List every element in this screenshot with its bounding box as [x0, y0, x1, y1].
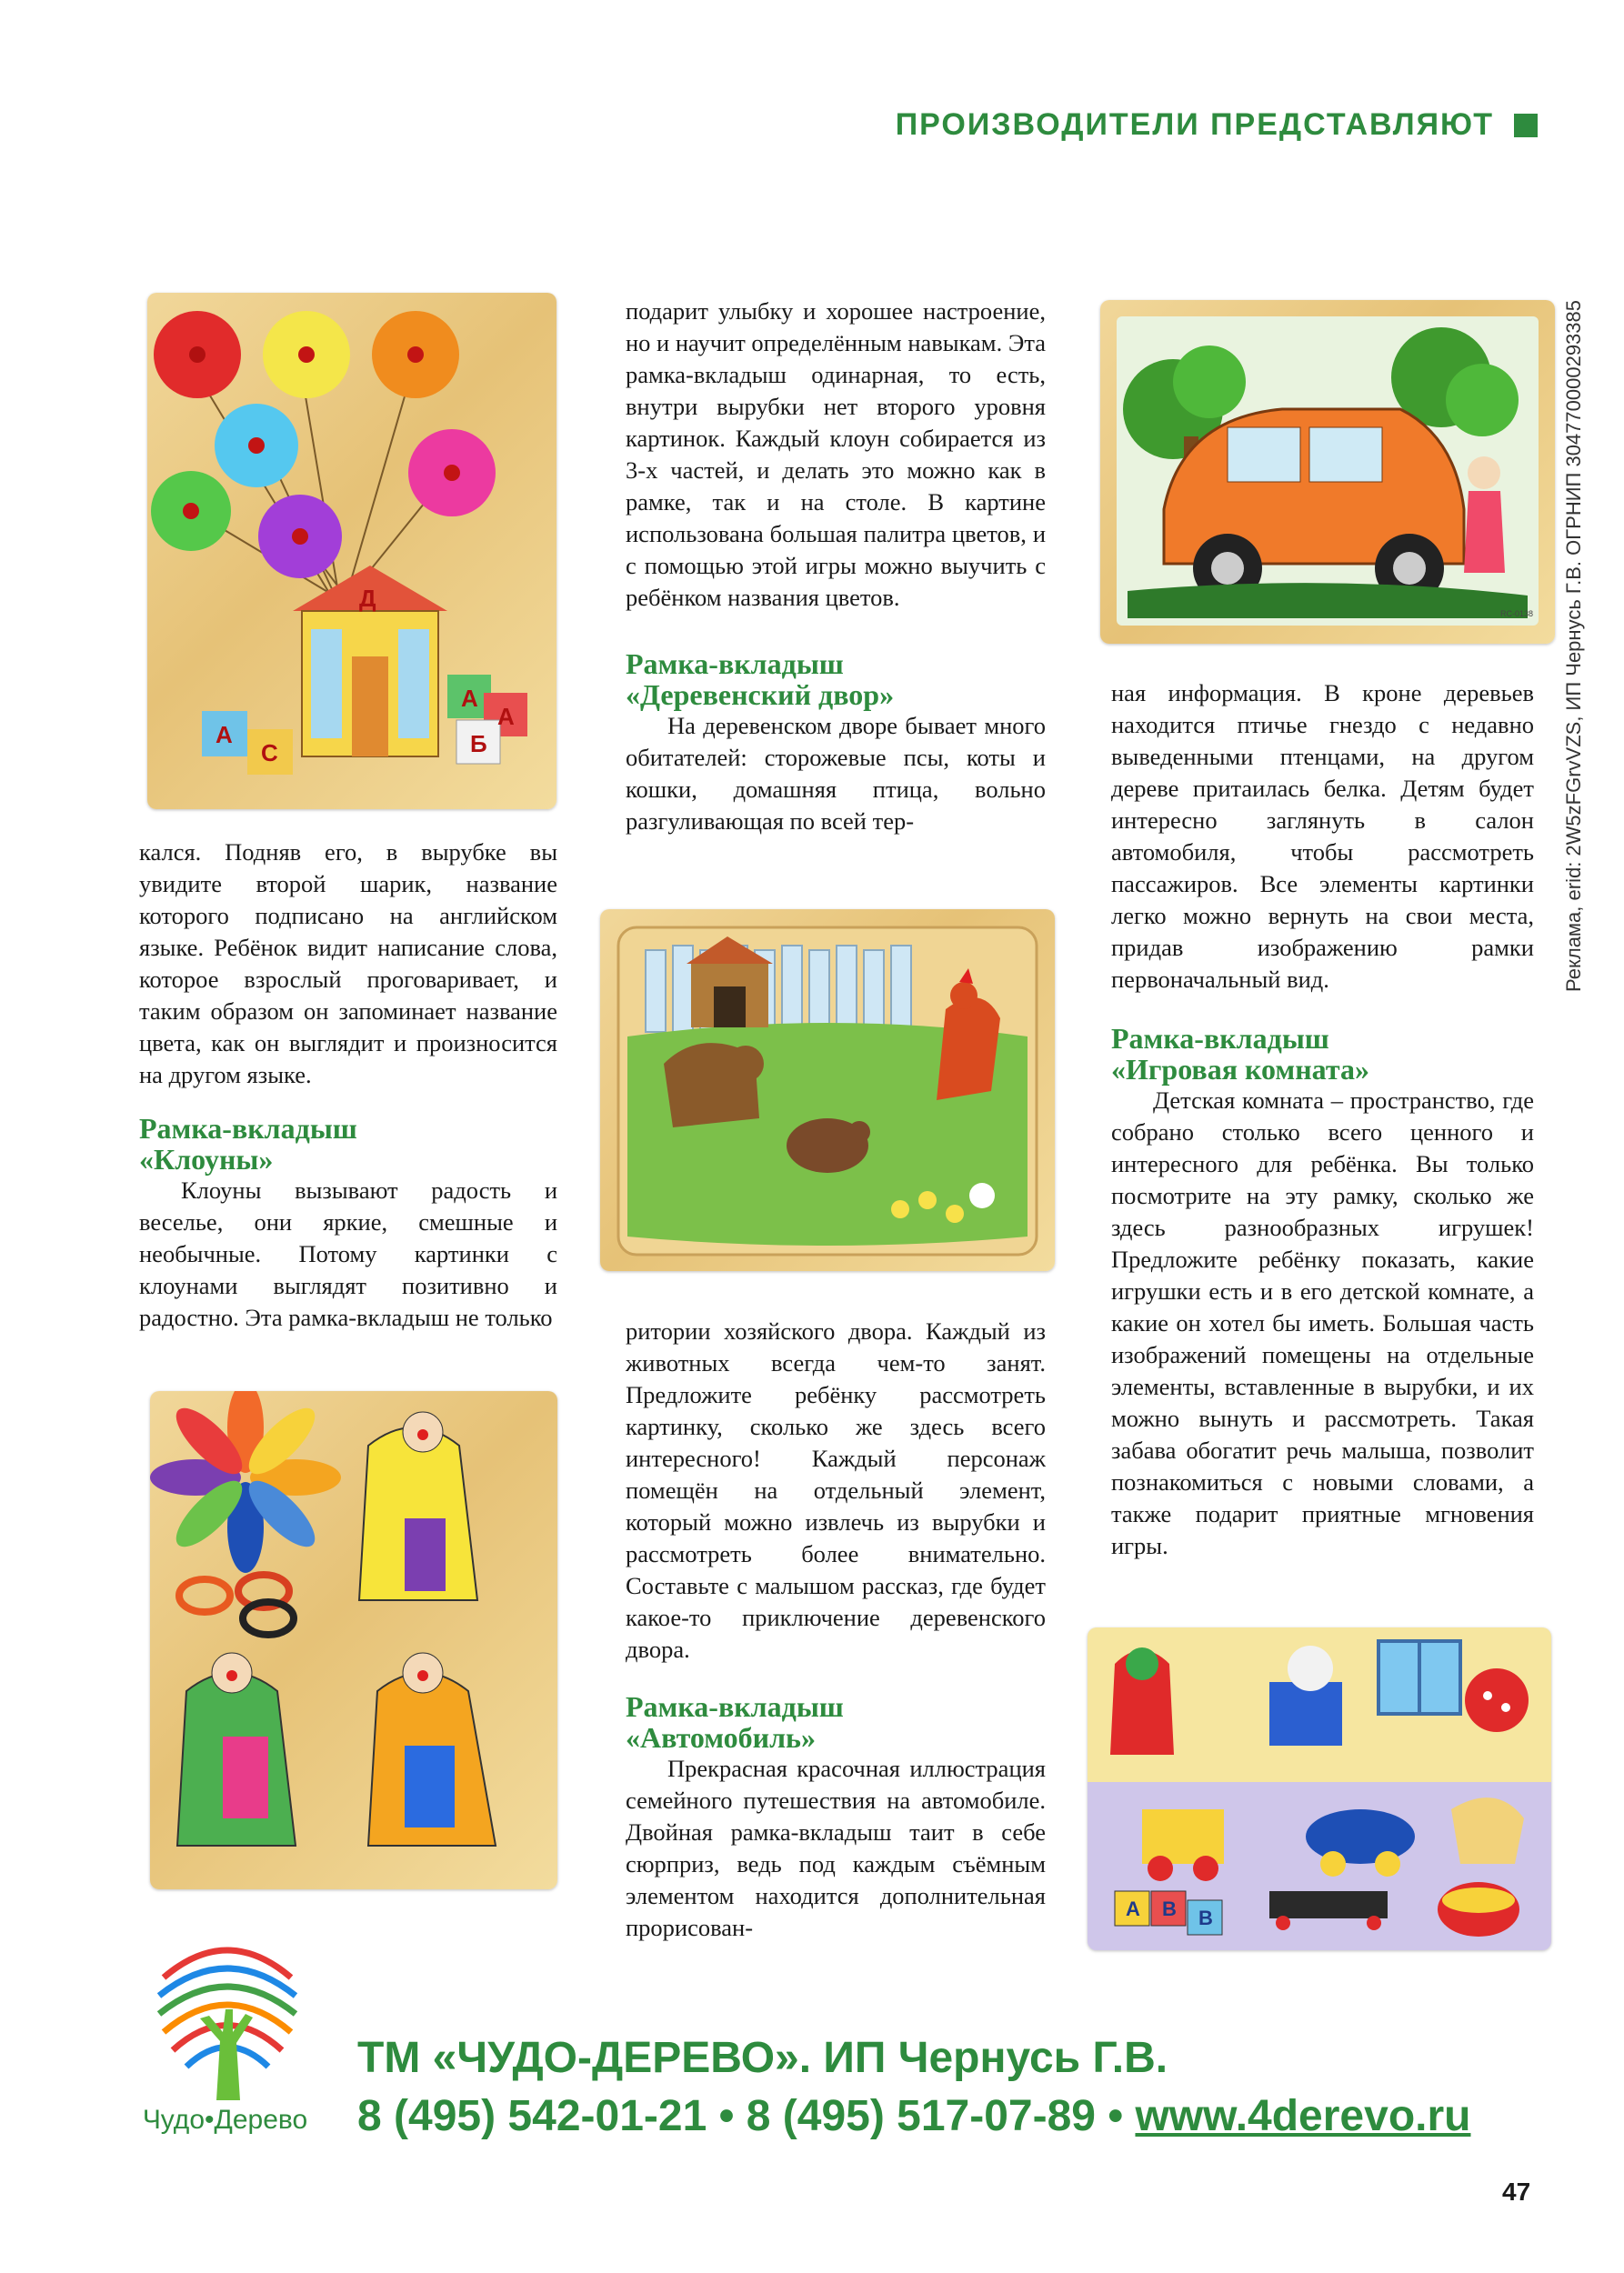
page-number: 47	[1502, 2178, 1531, 2206]
cube-letter: Б	[470, 730, 487, 757]
car-puzzle-image	[1100, 300, 1555, 644]
yard-puzzle-image	[600, 909, 1055, 1271]
car-illustration	[1100, 300, 1555, 644]
yard-illustration	[600, 909, 1055, 1271]
square-icon	[1514, 114, 1538, 137]
paragraph-balloons-continued: кался. Подняв его, в вырубке вы увидите второй шарик, название которого подписано на английском языке. Ребёнок видит написание слова, которое взрослый проговаривает, и таким образом он запоминает название цвета, как он выглядит и произносится на другом языке.	[139, 838, 557, 1088]
heading-car	[626, 1691, 1046, 1753]
heading-yard-line1: Рамка-вкладыш	[626, 647, 844, 680]
logo-text: Чудо•Дерево	[142, 2105, 308, 2135]
column-2-upper	[626, 295, 1046, 837]
section-header	[896, 107, 1538, 143]
tree-logo-icon	[118, 1923, 332, 2105]
column-1-lower	[139, 836, 557, 1334]
heading-car-line1: Рамка-вкладыш	[626, 1690, 844, 1723]
footer-contacts	[357, 2091, 1470, 2141]
cube-letter: А	[216, 721, 233, 748]
column-2-lower	[626, 1316, 1046, 1944]
paragraph-car-continued: ная информация. В кроне деревьев находится птичье гнездо с недавно выведенными птенцами, на другом дереве притаилась белка. Детям будет интересно заглянуть в салон автомобиля, чтобы рассмотреть пассажиров. Все элементы картинки легко можно вернуть на свои места, придав изображению рамки первоначальный вид.	[1111, 679, 1534, 993]
heading-car-line2: «Автомобиль»	[626, 1721, 816, 1754]
clowns-puzzle-image	[150, 1391, 557, 1889]
balloons-illustration	[147, 293, 556, 809]
playroom-illustration	[1088, 1627, 1551, 1950]
paragraph-clowns: Клоуны вызывают радость и веселье, они яркие, смешные и необычные. Потому картинки с клоунами выглядят позитивно и радостно. Эта рамка-вкладыш не только	[139, 1177, 557, 1331]
paragraph-yard: На деревенском дворе бывает много обитателей: сторожевые псы, коты и кошки, домашняя птица, вольно разгуливающая по всей тер-	[626, 712, 1046, 835]
heading-playroom-line2: «Игровая комната»	[1111, 1053, 1369, 1086]
heading-clowns	[139, 1113, 557, 1175]
heading-clowns-line1: Рамка-вкладыш	[139, 1112, 357, 1145]
website-link[interactable]: www.4derevo.ru	[1135, 2092, 1471, 2140]
cube-letter: Д	[359, 585, 376, 612]
ad-disclaimer-text: Реклама, erid: 2W5zFGrvVZS, ИП Чернусь Г.В. ОГРНИП 304770000293385	[1562, 300, 1585, 992]
block-letter: В	[1198, 1907, 1213, 1929]
paragraph-clowns-continued: подарит улыбку и хорошее настроение, но и научит определённым навыкам. Эта рамка-вкладыш одинарная, то есть, внутри вырубки нет второго уровня картинок. Каждый клоун собирается из 3-х частей, и делать это можно как в рамке, так и на столе. В картине использована большая палитра цветов, и с помощью этой игры можно выучить с ребёнком названия цветов.	[626, 297, 1046, 611]
cube-letter: А	[497, 703, 515, 730]
heading-playroom-line1: Рамка-вкладыш	[1111, 1022, 1329, 1055]
brand-logo	[118, 1923, 332, 2141]
ad-disclaimer	[1562, 300, 1586, 1000]
footer-phones: 8 (495) 542-01-21 • 8 (495) 517-07-89 •	[357, 2092, 1136, 2140]
heading-yard-line2: «Деревенский двор»	[626, 678, 895, 711]
footer-company: ТМ «ЧУДО-ДЕРЕВО». ИП Чернусь Г.В.	[357, 2034, 1168, 2082]
block-letter: В	[1162, 1898, 1177, 1920]
heading-playroom	[1111, 1023, 1534, 1085]
column-3	[1111, 677, 1534, 1562]
heading-yard	[626, 648, 1046, 710]
paragraph-yard-continued: ритории хозяйского двора. Каждый из животных всегда чем-то занят. Предложите ребёнку рассмотреть картинку, сколько же здесь всего интересного! Каждый персонаж помещён на отдельный элемент, который можно извлечь из вырубки и рассмотреть более внимательно. Составьте с малышом рассказ, где будет какое-то приключение деревенского двора.	[626, 1317, 1046, 1663]
clowns-illustration	[150, 1391, 557, 1889]
car-puzzle-code: RC-0138	[1500, 609, 1534, 618]
paragraph-playroom: Детская комната – пространство, где собрано столько всего ценного и интересного для ребёнка. Вы только посмотрите на эту рамку, сколько же здесь разнообразных игрушек! Предложите ребёнку показать, какие игрушки есть и в его детской комнате, а какие он хотел бы иметь. Большая часть изображений помещены на отдельные элементы, вставленные в вырубки, и их можно вынуть и рассмотреть. Такая забава обогатит речь малыша, позволит познакомиться с новыми словами, а также подарит приятные мгновения игры.	[1111, 1086, 1534, 1559]
heading-clowns-line2: «Клоуны»	[139, 1143, 274, 1176]
section-title: ПРОИЗВОДИТЕЛИ ПРЕДСТАВЛЯЮТ	[895, 107, 1494, 142]
playroom-puzzle-image	[1088, 1627, 1551, 1950]
balloons-puzzle-image	[147, 293, 556, 809]
block-letter: А	[1126, 1898, 1140, 1920]
paragraph-car: Прекрасная красочная иллюстрация семейного путешествия на автомобиле. Двойная рамка-вкладыш таит в себе сюрприз, ведь под каждым съёмным элементом находится дополнительная прорисован-	[626, 1755, 1046, 1941]
cube-letter: А	[461, 685, 478, 712]
cube-letter: С	[261, 739, 278, 766]
